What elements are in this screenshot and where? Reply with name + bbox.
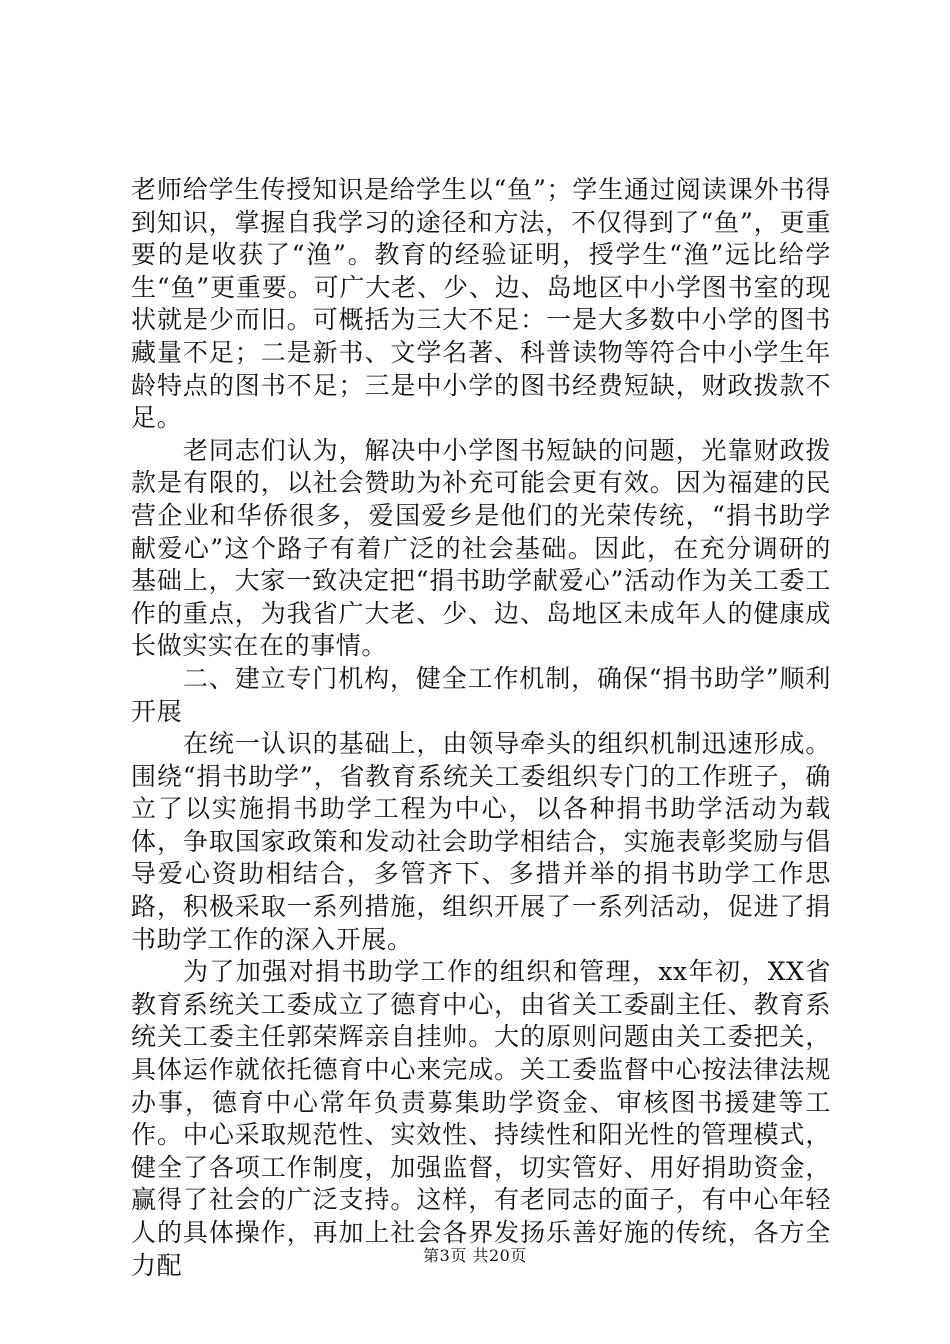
section-heading-two: 二、建立专门机构，健全工作机制，确保“捐书助学”顺利开展 <box>131 663 831 726</box>
paragraph-organization: 在统一认识的基础上，由领导牵头的组织机制迅速形成。围绕“捐书助学”，省教育系统关工委组织专门的工作班子，确立了以实施捐书助学工程为中心，以各种捐书助学活动为载体，争取国家政策和发动社会助学相结合，实施表彰奖励与倡导爱心资助相结合，多管齐下、多措并举的捐书助学工作思路，积极采取一系列措施，组织开展了一系列活动，促进了捐书助学工作的深入开展。 <box>131 729 831 954</box>
paragraph-intro-continuation: 老师给学生传授知识是给学生以“鱼”；学生通过阅读课外书得到知识，掌握自我学习的途径和方法，不仅得到了“鱼”，更重要的是收获了“渔”。教育的经验证明，授学生“渔”远比给学生“鱼”更重要。可广大老、少、边、岛地区中小学图书室的现状就是少而旧。可概括为三大不足：一是大多数中小学的图书藏量不足；二是新书、文学名著、科普读物等符合中小学生年龄特点的图书不足；三是中小学的图书经费短缺，财政拨款不足。 <box>131 175 831 433</box>
paragraph-management: 为了加强对捐书助学工作的组织和管理，xx年初，XX省教育系统关工委成立了德育中心，由省关工委副主任、教育系统关工委主任郭荣辉亲自挂帅。大的原则问题由关工委把关，具体运作就依托德育中心来完成。关工委监督中心按法律法规办事，德育中心常年负责募集助学资金、审核图书援建等工作。中心采取规范性、实效性、持续性和阳光性的管理模式，健全了各项工作制度，加强监督，切实管好、用好捐助资金，赢得了社会的广泛支持。这样，有老同志的面子，有中心年轻人的具体操作，再加上社会各界发扬乐善好施的传统，各方全力配 <box>131 957 831 1280</box>
document-body <box>131 174 831 1282</box>
paragraph-funding: 老同志们认为，解决中小学图书短缺的问题，光靠财政拨款是有限的，以社会赞助为补充可能会更有效。因为福建的民营企业和华侨很多，爱国爱乡是他们的光荣传统，“捐书助学献爱心”这个路子有着广泛的社会基础。因此，在充分调研的基础上，大家一致决定把“捐书助学献爱心”活动作为关工委工作的重点，为我省广大老、少、边、岛地区未成年人的健康成长做实实在在的事情。 <box>131 435 831 661</box>
page-number-footer: 第3页 共20页 <box>423 1246 527 1265</box>
